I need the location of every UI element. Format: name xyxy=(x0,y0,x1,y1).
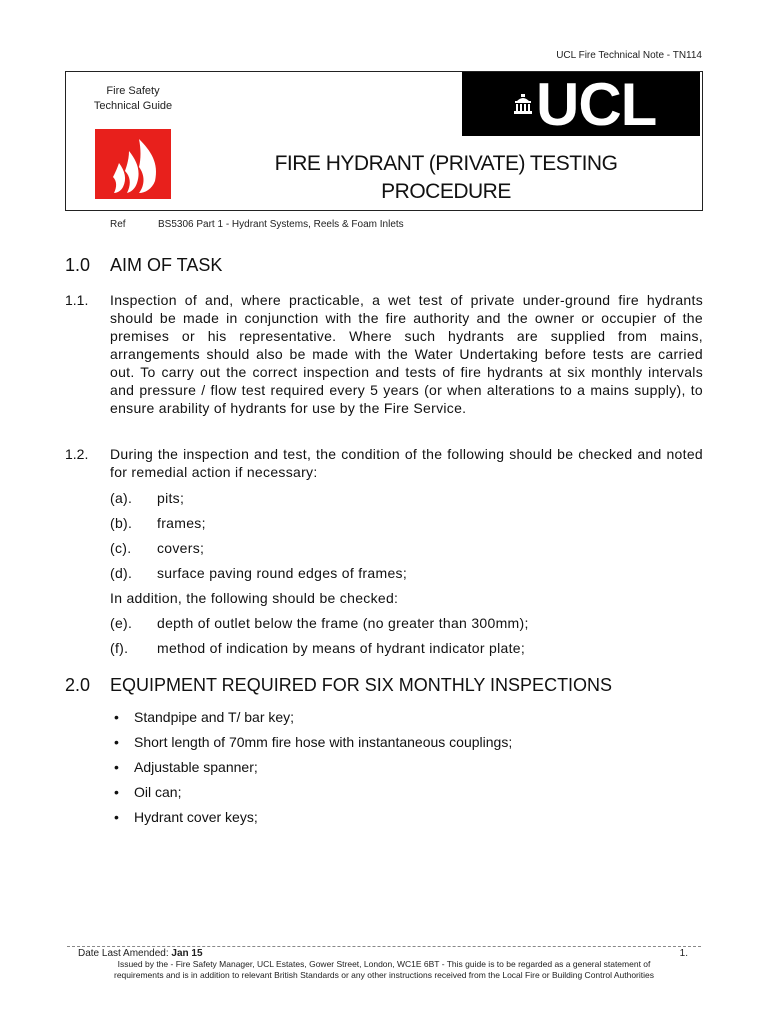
paragraph-1-2-number: 1.2. xyxy=(65,446,89,462)
list-item-text: surface paving round edges of frames; xyxy=(157,565,408,581)
bullet-text: Standpipe and T/ bar key; xyxy=(134,709,295,725)
addition-text: In addition, the following should be checked: xyxy=(110,590,399,606)
guide-label-line1: Fire Safety xyxy=(106,85,160,97)
portico-icon xyxy=(514,94,532,114)
list-item-text: pits; xyxy=(157,490,185,506)
bullet-text: Hydrant cover keys; xyxy=(134,809,258,825)
section-2-title: EQUIPMENT REQUIRED FOR SIX MONTHLY INSPECTIONS xyxy=(110,675,613,695)
list-item-text: method of indication by means of hydrant indicator plate; xyxy=(157,640,526,656)
technical-note-label: UCL Fire Technical Note - TN114 xyxy=(556,50,702,61)
footer-divider xyxy=(67,946,701,947)
section-1-number: 1.0 xyxy=(65,255,91,275)
reference-label: Ref xyxy=(110,219,126,230)
issued-statement-line1: Issued by the - Fire Safety Manager, UCL Estates, Gower Street, London, WC1E 6BT - This guide is to be regarded as a general statement of xyxy=(117,959,651,969)
bullet-marker: • xyxy=(114,784,119,800)
list-item-label: (a). xyxy=(110,490,133,506)
list-item-label: (f). xyxy=(110,640,129,656)
section-1-title: AIM OF TASK xyxy=(110,255,223,275)
document-title xyxy=(196,150,696,206)
guide-label-line2: Technical Guide xyxy=(93,100,173,112)
bullet-marker: • xyxy=(114,759,119,775)
ucl-logo-text: UCL xyxy=(536,72,657,136)
fire-safety-icon xyxy=(95,129,171,199)
document-title-line2: PROCEDURE xyxy=(381,180,511,203)
page-number: 1. xyxy=(679,948,688,959)
bullet-marker: • xyxy=(114,709,119,725)
date-last-amended xyxy=(78,948,203,959)
bullet-marker: • xyxy=(114,809,119,825)
list-item-label: (d). xyxy=(110,565,133,581)
paragraph-1-2-text: During the inspection and test, the condition of the following should be checked and noted for remedial action if necessary: xyxy=(110,446,703,480)
bullet-text: Short length of 70mm fire hose with instantaneous couplings; xyxy=(134,734,513,750)
reference-text: BS5306 Part 1 - Hydrant Systems, Reels & Foam Inlets xyxy=(158,219,404,230)
date-amended-value: Jan 15 xyxy=(171,948,203,959)
list-item-text: covers; xyxy=(157,540,205,556)
paragraph-1-1-number: 1.1. xyxy=(65,292,89,308)
document-header xyxy=(65,71,703,211)
document-title-line1: FIRE HYDRANT (PRIVATE) TESTING xyxy=(274,152,618,175)
date-amended-label: Date Last Amended: xyxy=(78,948,169,959)
bullet-text: Oil can; xyxy=(134,784,182,800)
list-item-label: (e). xyxy=(110,615,133,631)
list-item-text: frames; xyxy=(157,515,206,531)
paragraph-1-2 xyxy=(65,445,703,481)
list-item-text: depth of outlet below the frame (no greater than 300mm); xyxy=(157,615,529,631)
issued-statement-line2: requirements and is in addition to relevant British Standards or any other instructions received from the Local Fire or Building Control Authorities xyxy=(113,970,655,980)
ucl-logo xyxy=(462,72,700,136)
list-item-label: (b). xyxy=(110,515,133,531)
paragraph-1-1 xyxy=(65,291,703,417)
paragraph-1-1-text: Inspection of and, where practicable, a wet test of private under-ground fire hydrants should be made in conjunction with the fire authority and the owner or occupier of the premises or his representative. Where such hydrants are supplied from mains, arrangements should also be made with the Water Undertaking before tests are carried out. To carry out the correct inspection and tests of fire hydrants at six monthly intervals and pressure / flow test required every 5 years (or when alterations to a mains supply), to ensure arability of hydrants for use by the Fire Service. xyxy=(110,292,703,416)
issued-statement xyxy=(67,959,701,981)
guide-label xyxy=(79,84,187,114)
bullet-marker: • xyxy=(114,734,119,750)
section-2-number: 2.0 xyxy=(65,675,91,695)
bullet-text: Adjustable spanner; xyxy=(134,759,258,775)
list-item-label: (c). xyxy=(110,540,132,556)
